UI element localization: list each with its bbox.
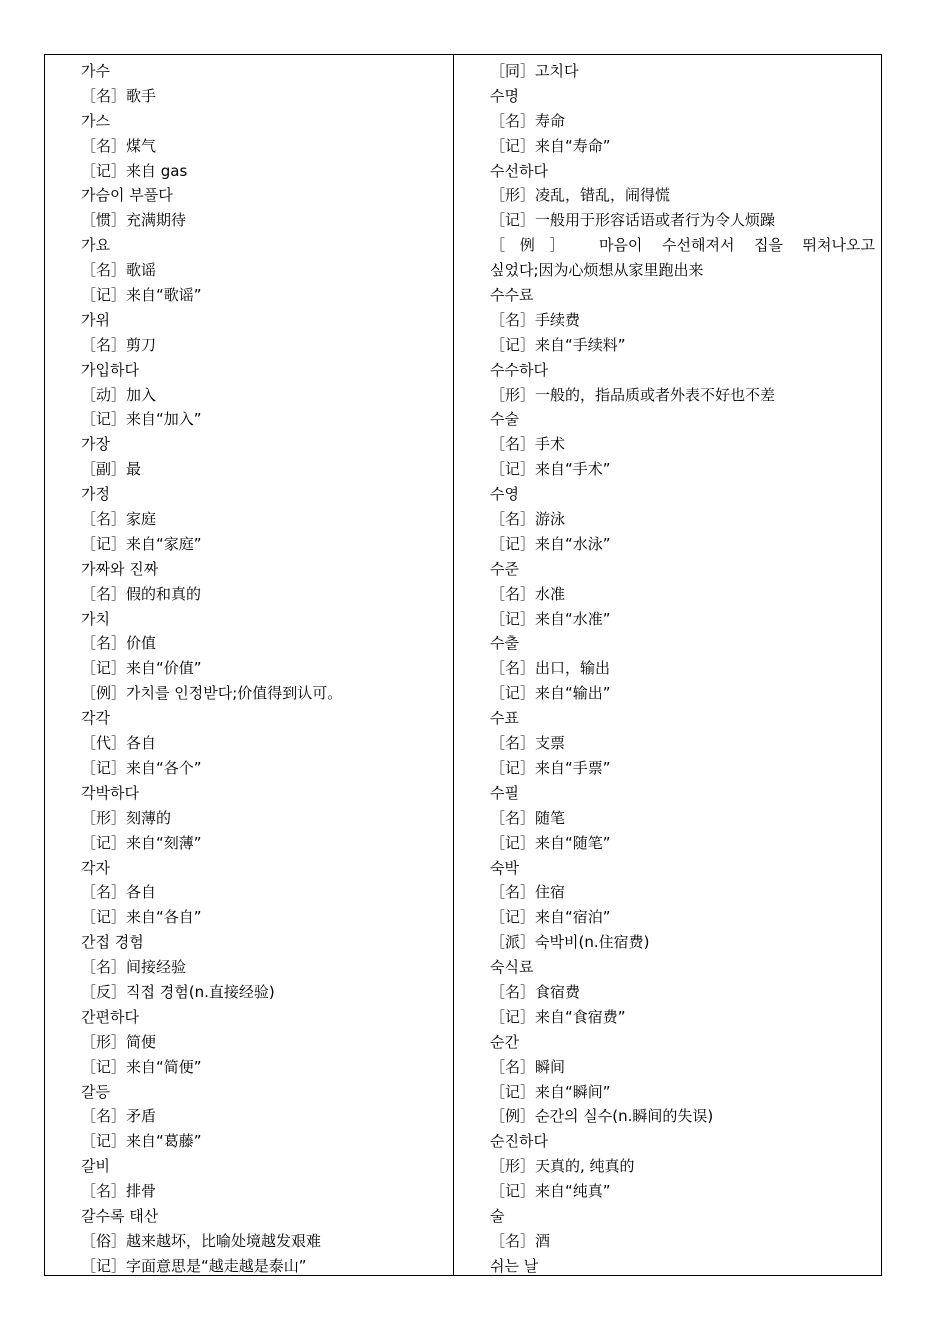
entry-line: 가위 [81,310,110,329]
entry-line: ［名］水准 [490,584,566,603]
entry-line: ［记］来自“加入” [81,410,202,429]
entry-line: 쉬는 날 [490,1256,539,1275]
entry-line: ［名］家庭 [81,510,157,529]
entry-line: ［名］价值 [81,634,157,653]
entry-line: ［名］食宿费 [490,982,581,1001]
entry-line: ［名］住宿 [490,883,566,902]
entry-line: 수출 [490,634,519,653]
entry-line: 간접 경험 [81,933,144,952]
entry-line: 가요 [81,236,110,255]
entry-line: ［名］剪刀 [81,335,157,354]
entry-line: 수수료 [490,286,534,305]
entry-line: 수영 [490,485,519,504]
entry-line: ［记］来自“手票” [490,758,611,777]
entry-line: ［惯］充满期待 [81,211,187,230]
entry-line: 가수 [81,62,110,80]
entry-line: ［记］来自“价值” [81,659,202,678]
entry-line: 가슴이 부풀다 [81,186,173,205]
entry-line: 순간 [490,1032,519,1051]
dictionary-page [44,54,882,1276]
entry-line: ［记］来自“简便” [81,1057,202,1076]
entry-line: 간편하다 [81,1007,139,1026]
entry-line: 각각 [81,709,110,728]
entry-line: ［记］来自“各个” [81,758,202,777]
entry-line: ［名］排骨 [81,1182,157,1201]
entry-line: ［记］来自“水准” [490,609,611,628]
entry-line: ［动］加入 [81,385,157,404]
right-column [454,55,881,1275]
entry-line: 수수하다 [490,360,548,379]
entry-line: ［例］ 마음이 수선해져서 집을 뛰쳐나오고 [490,236,875,255]
entry-line: ［形］刻薄的 [81,808,172,827]
entry-line: 갈수록 태산 [81,1206,159,1225]
entry-line: ［名］各自 [81,883,157,902]
entry-line: ［记］来自“随笔” [490,833,611,852]
entry-line: ［记］来自“寿命” [490,136,611,155]
entry-line: ［形］一般的，指品质或者外表不好也不差 [490,385,776,404]
entry-line: 가장 [81,435,110,454]
entry-line: 싶었다;因为心烦想从家里跑出来 [490,261,704,280]
entry-line: ［记］来自“手续料” [490,335,626,354]
entry-line: 각박하다 [81,783,139,802]
entry-line: ［形］简便 [81,1032,157,1051]
entry-line: ［例］순간의 실수(n.瞬间的失误) [490,1107,714,1126]
entry-line: ［记］来自“歌谣” [81,286,202,305]
entry-line: 갈비 [81,1157,110,1176]
entry-line: ［副］最 [81,460,142,479]
entry-line: ［记］来自“葛藤” [81,1132,202,1151]
entry-line: ［名］酒 [490,1231,551,1250]
entry-line: ［名］歌手 [81,86,157,105]
entry-line: 술 [490,1206,505,1225]
entry-line: 가짜와 진짜 [81,559,159,578]
entry-line: ［名］瞬间 [490,1057,566,1076]
entry-line: ［记］来自“纯真” [490,1182,611,1201]
left-column [45,55,454,1275]
entry-line: ［形］天真的, 纯真的 [490,1157,635,1176]
entry-line: ［代］各自 [81,734,157,753]
entry-line: 순진하다 [490,1132,548,1151]
entry-line: ［名］歌谣 [81,261,157,280]
entry-line: ［同］고치다 [490,62,579,80]
entry-line: ［记］来自“水泳” [490,534,611,553]
entry-line: ［名］煤气 [81,136,157,155]
entry-line: ［名］随笔 [490,808,566,827]
entry-line: 수술 [490,410,519,429]
entry-line: ［派］숙박비(n.住宿费) [490,933,650,952]
entry-line: ［记］来自“宿泊” [490,908,611,927]
entry-line: ［记］来自“手术” [490,460,611,479]
entry-line: 갈등 [81,1082,110,1101]
entry-line: ［名］出口，输出 [490,659,611,678]
entry-line: 가입하다 [81,360,139,379]
entry-line: ［记］来自“各自” [81,908,202,927]
entry-line: ［记］来自“瞬间” [490,1082,611,1101]
entry-line: ［名］寿命 [490,111,566,130]
entry-line: 가정 [81,485,110,504]
entry-line: 숙박 [490,858,519,877]
entry-line: ［记］来自“家庭” [81,534,202,553]
entry-line: 수표 [490,709,519,728]
entry-line: 가치 [81,609,110,628]
entry-line: 수선하다 [490,161,548,180]
entry-line: 수명 [490,86,519,105]
entry-line: 수필 [490,783,519,802]
entry-line: ［名］假的和真的 [81,584,202,603]
entry-line: ［俗］越来越坏，比喻处境越发艰难 [81,1231,322,1250]
entry-line: ［名］支票 [490,734,566,753]
entry-line: 수준 [490,559,519,578]
entry-line: ［名］间接经验 [81,958,187,977]
entry-line: ［名］矛盾 [81,1107,157,1126]
entry-line: ［记］来自“输出” [490,684,611,703]
entry-line: ［记］来自“食宿费” [490,1007,626,1026]
entry-line: ［例］가치를 인정받다;价值得到认可。 [81,684,343,703]
entry-line: ［名］手续费 [490,310,581,329]
entry-line: ［记］来自“刻薄” [81,833,202,852]
entry-line: ［名］手术 [490,435,566,454]
entry-line: 각자 [81,858,110,877]
entry-line: 숙식료 [490,958,534,977]
entry-line: ［记］一般用于形容话语或者行为令人烦躁 [490,211,776,230]
entry-line: ［名］游泳 [490,510,566,529]
entry-line: 가스 [81,111,110,130]
entry-line: ［记］来自 gas [81,161,188,180]
entry-line: ［反］직접 경험(n.直接经验) [81,982,275,1001]
entry-line: ［记］字面意思是“越走越是泰山” [81,1256,307,1275]
entry-line: ［形］凌乱，错乱，闹得慌 [490,186,671,205]
